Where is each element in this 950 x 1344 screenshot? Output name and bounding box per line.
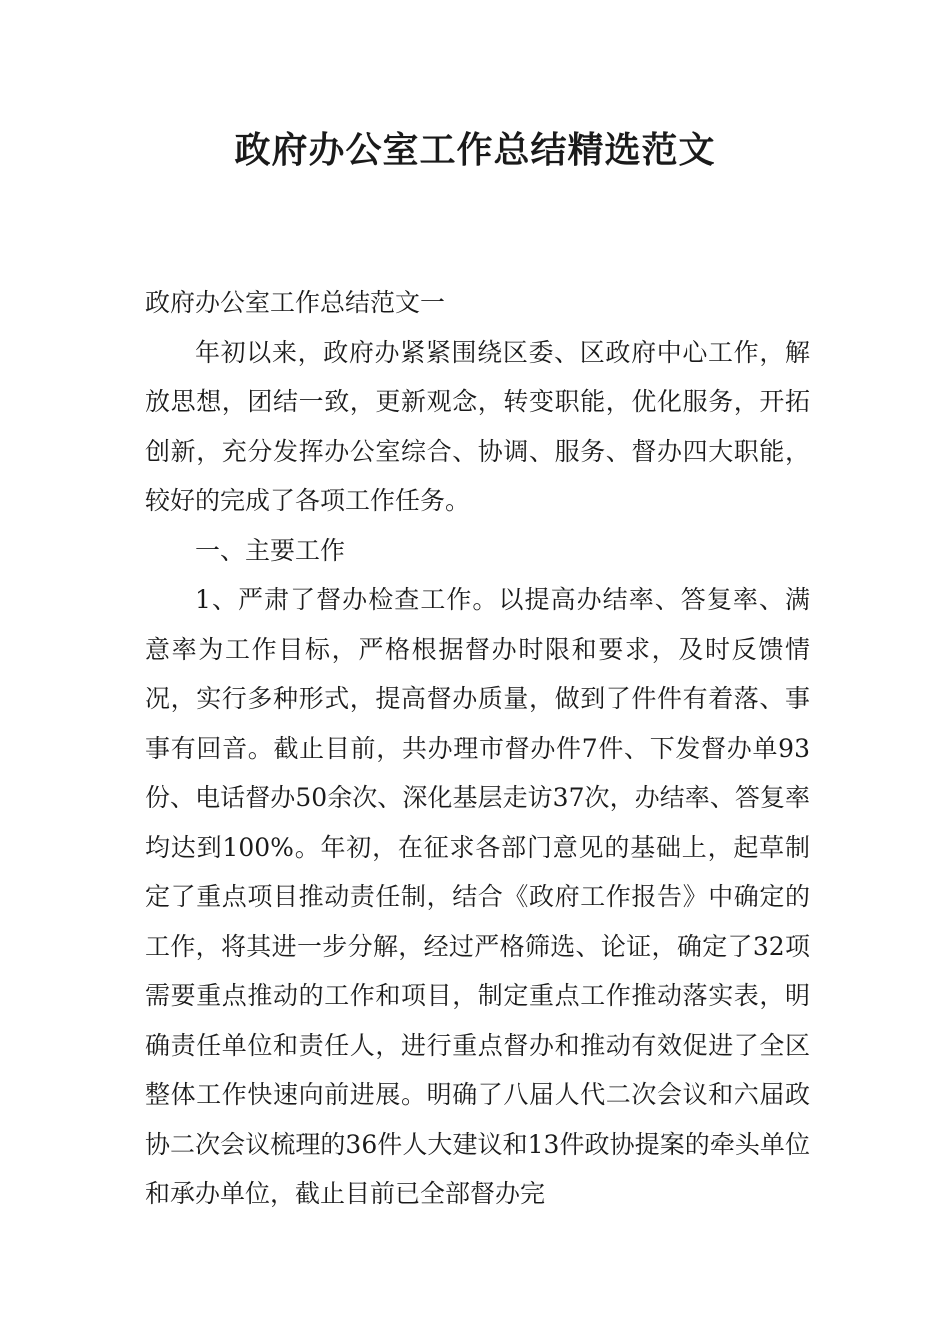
section-heading: 政府办公室工作总结范文一: [145, 288, 446, 317]
document-body: [145, 278, 810, 1219]
paragraph-main-work-heading: 一、主要工作: [195, 535, 346, 565]
paragraph-intro: 年初以来，政府办紧紧围绕区委、区政府中心工作，解放思想，团结一致，更新观念，转变职能，优化服务，开拓创新，充分发挥办公室综合、协调、服务、督办四大职能，较好的完成了各项工作任务。: [145, 337, 810, 515]
document-title: 政府办公室工作总结精选范文: [234, 130, 716, 171]
paragraph-supervision: 1、严肃了督办检查工作。以提高办结率、答复率、满意率为工作目标，严格根据督办时限和要求，及时反馈情况，实行多种形式，提高督办质量，做到了件件有着落、事事有回音。截止目前，共办理市督办件7件、下发督办单93份、电话督办50余次、深化基层走访37次，办结率、答复率均达到100%。年初，在征求各部门意见的基础上，起草制定了重点项目推动责任制，结合《政府工作报告》中确定的工作，将其进一步分解，经过严格筛选、论证，确定了32项需要重点推动的工作和项目，制定重点工作推动落实表，明确责任单位和责任人，进行重点督办和推动有效促进了全区整体工作快速向前进展。明确了八届人代二次会议和六届政协二次会议梳理的36件人大建议和13件政协提案的牵头单位和承办单位，截止目前已全部督办完: [145, 585, 810, 1208]
